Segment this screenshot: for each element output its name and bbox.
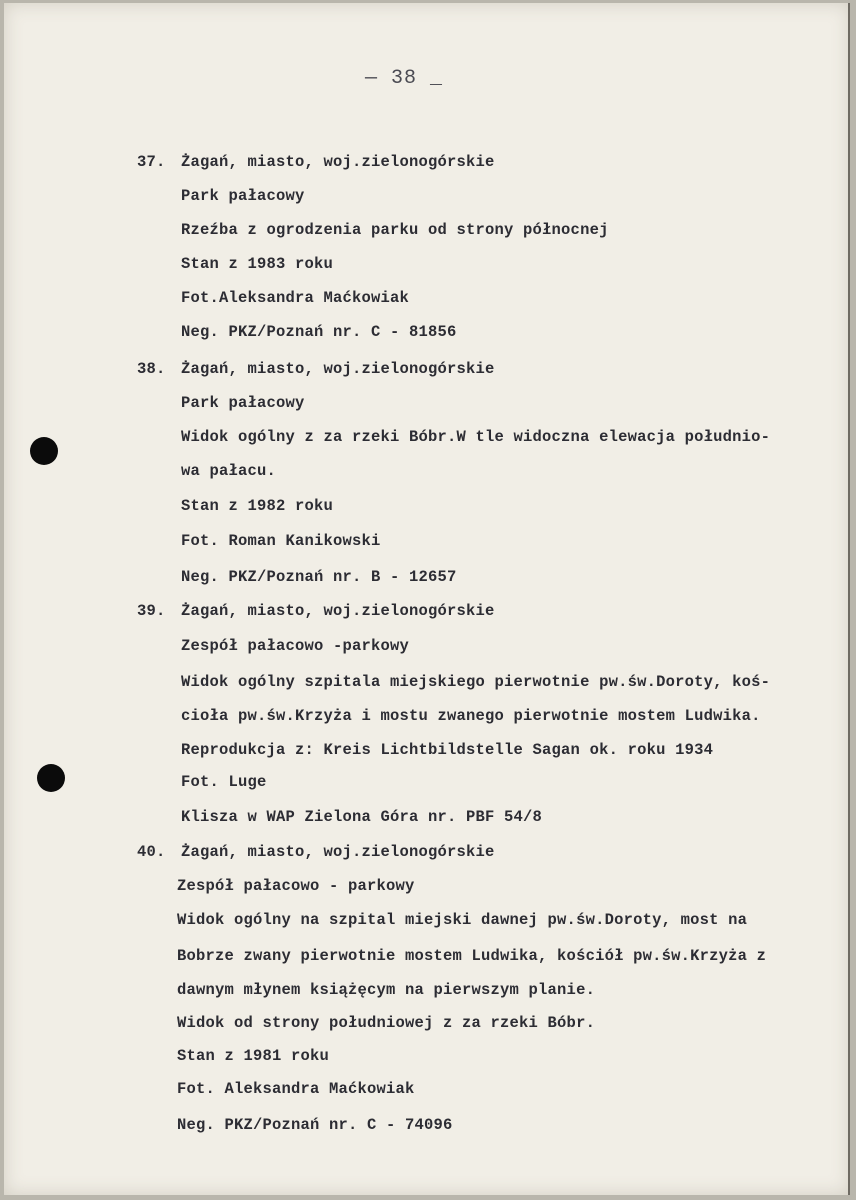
entry-37-line-4: Stan z 1983 roku: [181, 255, 334, 273]
entry-39-line-1: 39. Żagań, miasto, woj.zielonogórskie: [137, 602, 495, 620]
entry-38-line-1: 38. Żagań, miasto, woj.zielonogórskie: [137, 360, 495, 378]
punch-hole: [37, 764, 65, 792]
page-number: — 38 _: [364, 67, 443, 90]
entry-number: 40.: [137, 843, 166, 861]
entry-40-line-5: dawnym młynem książęcym na pierwszym planie.: [177, 981, 596, 999]
entry-40-line-3: Widok ogólny na szpital miejski dawnej pw.św.Doroty, most na: [177, 911, 748, 929]
entry-39-line-7: Klisza w WAP Zielona Góra nr. PBF 54/8: [181, 808, 543, 826]
entry-38-line-2: Park pałacowy: [181, 394, 305, 412]
entry-40-line-6: Widok od strony południowej z za rzeki Bóbr.: [177, 1014, 596, 1032]
entry-40-line-4: Bobrze zwany pierwotnie mostem Ludwika, kościół pw.św.Krzyża z: [177, 947, 767, 965]
entry-40-line-8: Fot. Aleksandra Maćkowiak: [177, 1080, 415, 1098]
entry-38-line-7: Neg. PKZ/Poznań nr. B - 12657: [181, 568, 457, 586]
entry-37-line-5: Fot.Aleksandra Maćkowiak: [181, 289, 410, 307]
entry-40-line-2: Zespół pałacowo - parkowy: [177, 877, 415, 895]
entry-38-line-4: wa pałacu.: [181, 462, 277, 480]
entry-37-line-3: Rzeźba z ogrodzenia parku od strony północnej: [181, 221, 609, 239]
entry-number: 39.: [137, 602, 166, 620]
entry-37-line-6: Neg. PKZ/Poznań nr. C - 81856: [181, 323, 457, 341]
entry-40-line-1: 40. Żagań, miasto, woj.zielonogórskie: [137, 843, 495, 861]
entry-number: 37.: [137, 153, 166, 171]
entry-39-line-2: Zespół pałacowo -parkowy: [181, 637, 410, 655]
entry-39-line-6: Fot. Luge: [181, 773, 267, 791]
entry-40-line-7: Stan z 1981 roku: [177, 1047, 330, 1065]
punch-hole: [30, 437, 58, 465]
entry-37-line-2: Park pałacowy: [181, 187, 305, 205]
entry-38-line-6: Fot. Roman Kanikowski: [181, 532, 381, 550]
document-page: [4, 3, 850, 1195]
entry-number: 38.: [137, 360, 166, 378]
entry-37-line-1: 37. Żagań, miasto, woj.zielonogórskie: [137, 153, 495, 171]
entry-39-line-5: Reprodukcja z: Kreis Lichtbildstelle Sagan ok. roku 1934: [181, 741, 714, 759]
entry-40-line-9: Neg. PKZ/Poznań nr. C - 74096: [177, 1116, 453, 1134]
entry-38-line-3: Widok ogólny z za rzeki Bóbr.W tle widoczna elewacja południo-: [181, 428, 771, 446]
entry-39-line-3: Widok ogólny szpitala miejskiego pierwotnie pw.św.Doroty, koś-: [181, 673, 771, 691]
entry-39-line-4: cioła pw.św.Krzyża i mostu zwanego pierwotnie mostem Ludwika.: [181, 707, 761, 725]
page-edge: [848, 3, 850, 1195]
entry-38-line-5: Stan z 1982 roku: [181, 497, 334, 515]
